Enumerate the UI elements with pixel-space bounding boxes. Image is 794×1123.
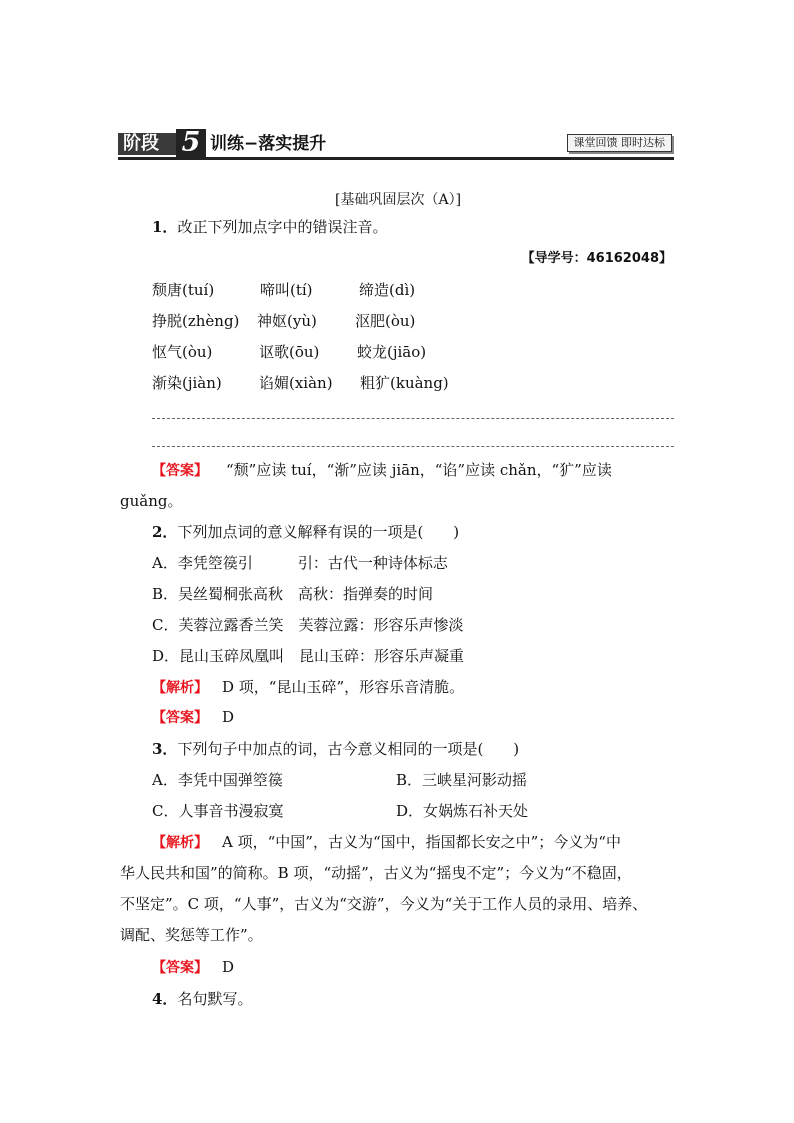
question-number: 3． <box>152 740 178 758</box>
analysis-row <box>152 676 464 697</box>
section-banner <box>118 127 674 160</box>
option-a: A．李凭箜篌引 引：古代一种诗体标志 <box>152 554 448 572</box>
analysis-text-cont: 调配、奖惩等工作”。 <box>120 926 263 944</box>
option-d: D．昆山玉碎凤凰叫 昆山玉碎：形容乐声凝重 <box>152 647 465 665</box>
option-c: C．芙蓉泣露香兰笑 芙蓉泣露：形容乐声惨淡 <box>152 616 464 634</box>
stage-number: 5 <box>176 129 206 157</box>
question-number: 4． <box>152 990 178 1008</box>
question-text: 下列句子中加点的词，古今意义相同的一项是( ) <box>177 740 520 758</box>
question-number: 1． <box>152 218 178 236</box>
answer-line <box>152 418 674 419</box>
word-item: 讴歌(ōu) <box>259 343 320 361</box>
question-4 <box>152 988 252 1009</box>
answer-text: D <box>222 708 235 726</box>
answer-label: 【答案】 <box>152 960 208 976</box>
option-c: C．人事音书漫寂寞 <box>152 802 284 820</box>
word-item: 挣脱(zhèng) <box>152 312 240 330</box>
answer-label: 【答案】 <box>152 710 208 726</box>
question-3 <box>152 738 519 759</box>
word-item: 蛟龙(jiāo) <box>357 343 427 361</box>
answer-text: “颓”应读 tuí，“渐”应读 jiān，“谄”应读 chǎn，“犷”应读 <box>226 461 612 479</box>
answer-row <box>152 459 612 480</box>
answer-row <box>152 707 234 727</box>
analysis-label: 【解析】 <box>152 680 208 696</box>
word-item: 怄气(òu) <box>152 343 213 361</box>
word-item: 谄媚(xiàn) <box>259 374 333 392</box>
analysis-label: 【解析】 <box>152 835 208 851</box>
answer-row <box>152 957 234 977</box>
banner-tag: 课堂回馈 即时达标 <box>567 134 673 152</box>
guide-number: 【导学号：46162048】 <box>521 251 672 266</box>
word-item: 沤肥(òu) <box>355 312 416 330</box>
stage-label: 阶段 <box>118 133 186 155</box>
answer-label: 【答案】 <box>152 463 208 479</box>
answer-text-cont: guǎng。 <box>120 492 183 510</box>
word-item: 啼叫(tí) <box>260 281 313 299</box>
question-1 <box>152 216 387 237</box>
option-a: A．李凭中国弹箜篌 <box>152 771 283 789</box>
analysis-row <box>152 831 621 852</box>
answer-line <box>152 446 674 447</box>
word-item: 粗犷(kuàng) <box>360 374 449 392</box>
word-item: 渐染(jiàn) <box>152 374 222 392</box>
option-d: D．女娲炼石补天处 <box>396 802 529 820</box>
option-b: B．三峡星河影动摇 <box>396 771 528 789</box>
analysis-text-cont: 华人民共和国”的简称。B 项，“动摇”，古义为“摇曳不定”；今义为“不稳固， <box>120 864 632 882</box>
analysis-text: A 项，“中国”，古义为“国中，指国都长安之中”；今义为“中 <box>222 833 621 851</box>
analysis-text-cont: 不坚定”。C 项，“人事”，古义为“交游”，今义为“关于工作人员的录用、培养、 <box>120 895 648 913</box>
banner-title: 训练−落实提升 <box>210 134 327 154</box>
word-item: 神妪(yù) <box>257 312 317 330</box>
answer-text: D <box>222 958 235 976</box>
analysis-text: D 项，“昆山玉碎”，形容乐音清脆。 <box>222 678 465 696</box>
question-2 <box>152 521 459 542</box>
word-item: 颓唐(tuí) <box>152 281 215 299</box>
question-number: 2． <box>152 523 178 541</box>
section-title: [基础巩固层次（A）] <box>335 192 462 208</box>
question-text: 改正下列加点字中的错误注音。 <box>177 218 388 236</box>
word-item: 缔造(dì) <box>359 281 416 299</box>
option-b: B．吴丝蜀桐张高秋 高秋：指弹奏的时间 <box>152 585 434 603</box>
question-text: 名句默写。 <box>177 990 253 1008</box>
question-text: 下列加点词的意义解释有误的一项是( ) <box>177 523 460 541</box>
